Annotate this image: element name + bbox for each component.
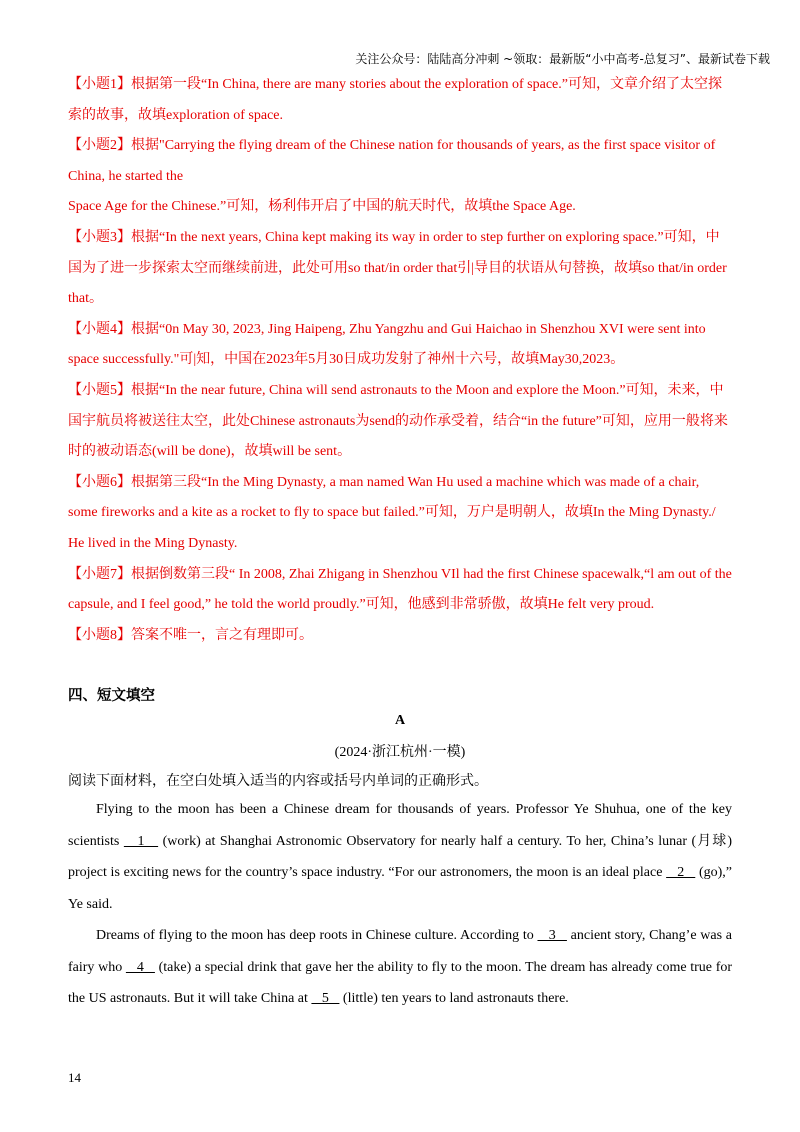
passage-source: (2024·浙江杭州·一模) bbox=[334, 745, 466, 760]
blank-5: 5 bbox=[311, 991, 340, 1006]
answer-item bbox=[68, 560, 732, 621]
answer-item bbox=[68, 468, 732, 560]
answer-list bbox=[68, 70, 732, 651]
passage-text: Dreams of flying to the moon has deep roots in Chinese culture. According to bbox=[96, 928, 538, 943]
answer-text: 根据倒数第三段“ In 2008, Zhai Zhigang in Shenzhou VIl had the first Chinese spacewalk,“l am out of the capsule, and I feel good,” he told the world proudly.”可知，他感到非常骄傲，故填He felt very proud. bbox=[68, 566, 732, 613]
answer-item bbox=[68, 315, 732, 376]
passage-paragraph bbox=[68, 920, 732, 1015]
blank-4: 4 bbox=[125, 959, 155, 975]
answer-item bbox=[68, 376, 732, 468]
passage-text: (go),” Ye said. bbox=[68, 865, 732, 912]
answer-tag: 【小题3】 bbox=[68, 229, 131, 245]
passage-text: ancient story, Chang’e was a fairy who bbox=[68, 928, 733, 975]
answer-tag: 【小题5】 bbox=[68, 382, 131, 398]
blank-3: 3 bbox=[537, 928, 567, 943]
answer-text: 根据"Carrying the flying dream of the Chinese nation for thousands of years, as the first space visitor of China, he started the bbox=[68, 138, 716, 184]
passage-text: (work) at Shanghai Astronomic Observatory for nearly half a century. To her, China’s lunar (月球) project is exciting news for the country’s space industry. “For our astronomers, the moon is an ideal place bbox=[68, 833, 732, 880]
answer-text: 根据“In the near future, China will send astronauts to the Moon and explore the Moon.”可知，未来，中国宇航员将被送往太空，此处Chinese astronauts为send的动作承受着，结合“in the future”可知，应用一般将来时的被动语态(will be done)，故填will be sent。 bbox=[68, 382, 728, 460]
answer-tag: 【小题8】 bbox=[68, 627, 131, 643]
answer-tag: 【小题6】 bbox=[68, 474, 131, 490]
answer-text: 根据第一段“In China, there are many stories about the exploration of space.”可知，文章介绍了太空探索的故事，故填exploration of space. bbox=[68, 77, 722, 123]
page-number: 14 bbox=[68, 1070, 81, 1085]
answer-item bbox=[68, 223, 732, 315]
blank-1: 1 bbox=[123, 833, 159, 849]
answer-item bbox=[68, 131, 732, 192]
answer-text: 根据第三段“In the Ming Dynasty, a man named Wan Hu used a machine which was made of a chair, some fireworks and a kite as a rocket to fly to space but failed.”可知，万户是明朝人，故填In the Ming Dynasty./ He lived in the Ming Dynasty. bbox=[68, 474, 716, 551]
answer-text: 根据“In the next years, China kept making its way in order to step further on exploring space.”可知，中国为了进一步探索太空而继续前进，此处可用so that/in order that引|导目的状语从句替换，故填so that/in order that。 bbox=[68, 229, 727, 307]
passage-letter: A bbox=[394, 713, 406, 728]
answer-tag: 【小题4】 bbox=[68, 321, 131, 337]
passage bbox=[68, 794, 732, 1015]
passage-text: (take) a special drink that gave her the ability to fly to the moon. The dream has already come true for the US astronauts. But it will take China at bbox=[68, 959, 733, 1006]
answer-tag: 【小题7】 bbox=[68, 566, 131, 582]
blank-2: 2 bbox=[666, 865, 696, 880]
answer-tag: 【小题1】 bbox=[68, 77, 131, 92]
answer-text: 根据“0n May 30, 2023, Jing Haipeng, Zhu Yangzhu and Gui Haichao in Shenzhou XVI were sent into space successfully."可|知，中国在2023年5月30日成功发射了神州十六号，故填May30,2023。 bbox=[68, 321, 706, 368]
header-note: 关注公众号：陆陆高分冲刺 ~领取：最新版“小中高考-总复习”、最新试卷下载 bbox=[355, 52, 770, 66]
passage-text: Flying to the moon has been a Chinese dream for thousands of years. Professor Ye Shuhua, one of the key scientists bbox=[68, 802, 732, 849]
passage-text: (little) ten years to land astronauts there. bbox=[339, 991, 569, 1006]
instruction-text: 阅读下面材料，在空白处填入适当的内容或括号内单词的正确形式。 bbox=[68, 774, 488, 789]
answer-item-continued: Space Age for the Chinese.”可知，杨利伟开启了中国的航天时代，故填the Space Age. bbox=[68, 199, 576, 215]
answer-item bbox=[68, 70, 732, 131]
answer-text: 答案不唯一，言之有理即可。 bbox=[131, 627, 313, 643]
answer-item bbox=[68, 621, 732, 652]
section-title: 四、短文填空 bbox=[68, 688, 155, 704]
passage-paragraph bbox=[68, 794, 732, 920]
answer-tag: 【小题2】 bbox=[68, 138, 131, 154]
